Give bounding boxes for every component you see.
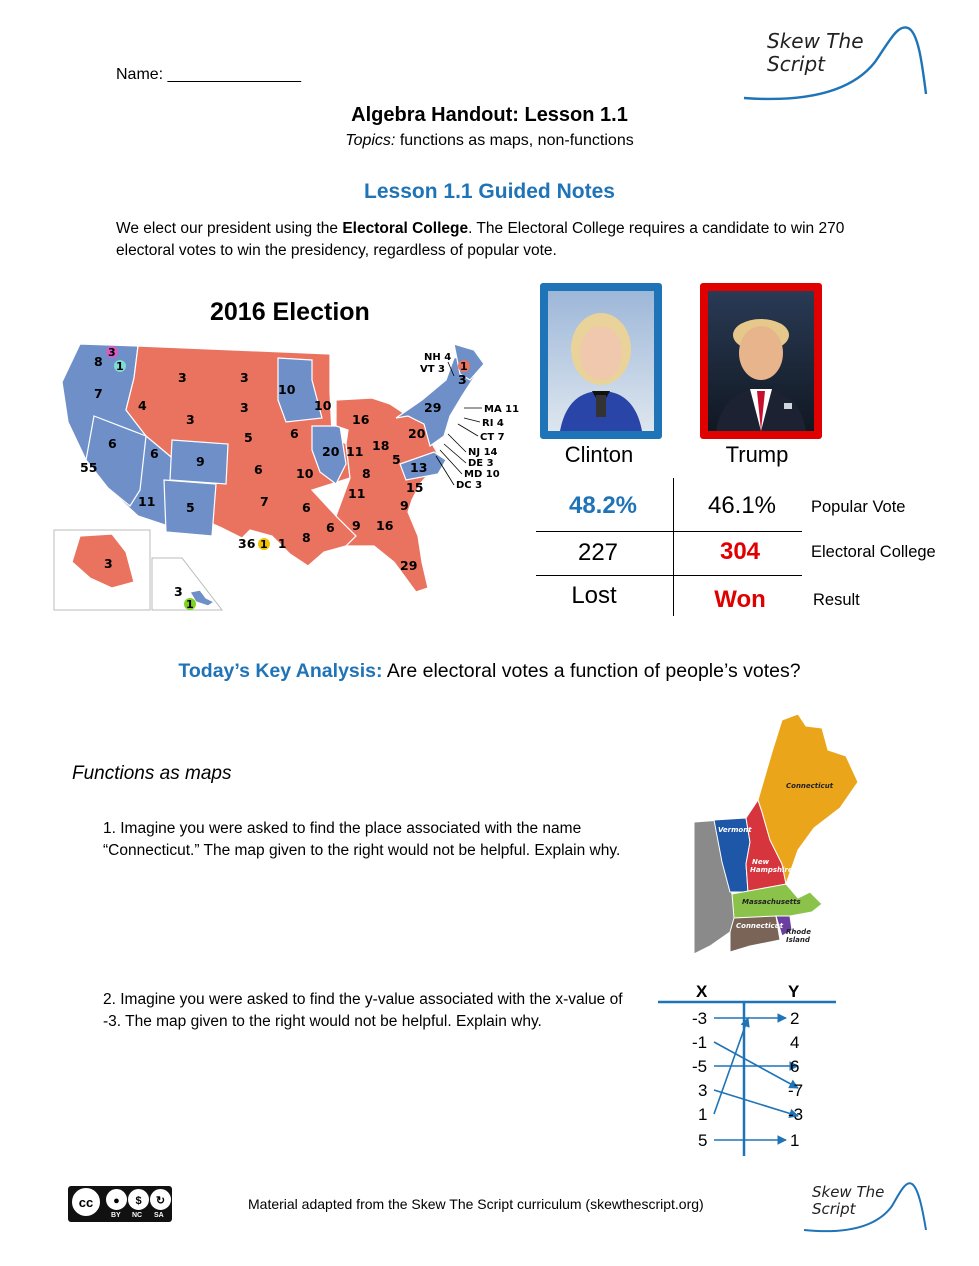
ne-label-connecticut: Connecticut bbox=[736, 922, 784, 930]
map-dot-hi-green-label: 1 bbox=[186, 598, 194, 611]
mapping-x-1: -1 bbox=[692, 1033, 708, 1052]
map-label-wy: 3 bbox=[186, 412, 195, 427]
map-leader-de bbox=[444, 444, 466, 463]
map-label-tx-extra: 1 bbox=[278, 537, 287, 551]
trump-photo bbox=[700, 283, 822, 439]
map-callout-dc: DC 3 bbox=[456, 480, 483, 491]
key-analysis-question: Are electoral votes a function of people’s votes? bbox=[382, 660, 801, 682]
intro-after: . The Electoral College requires a candidate to win 270 electoral votes to win the presidency, regardless of popular vote. bbox=[116, 220, 845, 260]
map-label-ia: 6 bbox=[290, 426, 299, 441]
map-label-mi: 16 bbox=[352, 412, 370, 427]
results-table-divider-1 bbox=[536, 531, 802, 532]
mapping-x-2: -5 bbox=[692, 1057, 708, 1076]
map-label-nc: 15 bbox=[406, 480, 424, 495]
map-label-va: 13 bbox=[410, 460, 428, 475]
map-dot-me-red-label: 1 bbox=[460, 360, 468, 373]
map-alaska-rep bbox=[72, 534, 134, 588]
map-label-ky: 8 bbox=[362, 466, 371, 481]
map-label-ak: 3 bbox=[104, 556, 113, 571]
mapping-y-4: -3 bbox=[788, 1105, 804, 1124]
intro-bold: Electoral College bbox=[342, 220, 469, 237]
intro-paragraph bbox=[116, 218, 876, 263]
ne-label-massachusetts: Massachusetts bbox=[742, 898, 801, 906]
map-callout-de: DE 3 bbox=[468, 458, 494, 469]
trump-result: Won bbox=[714, 586, 766, 613]
map-callout-ri: RI 4 bbox=[482, 418, 504, 429]
map-label-co: 9 bbox=[196, 454, 205, 469]
map-label-nm: 5 bbox=[186, 500, 195, 515]
map-label-mt: 3 bbox=[178, 370, 187, 385]
map-label-ny: 29 bbox=[424, 400, 442, 415]
mapping-x-4: 1 bbox=[698, 1105, 708, 1124]
creative-commons-badge bbox=[68, 1186, 172, 1222]
map-leader-ct bbox=[458, 424, 478, 436]
clinton-electoral-votes: 227 bbox=[577, 539, 619, 566]
clinton-popular-vote: 48.2% bbox=[568, 492, 638, 519]
cc-icon: cc bbox=[72, 1188, 100, 1216]
map-label-ks: 6 bbox=[254, 462, 263, 477]
trump-name: Trump bbox=[725, 442, 789, 467]
map-label-wi: 10 bbox=[314, 398, 332, 413]
functions-heading: Functions as maps bbox=[72, 763, 232, 784]
map-label-in: 11 bbox=[346, 444, 364, 459]
results-table-divider-vertical bbox=[673, 478, 674, 616]
footer-logo-line-2: Script bbox=[812, 1200, 856, 1219]
map-label-id: 4 bbox=[138, 398, 147, 413]
question-2: 2. Imagine you were asked to find the y-value associated with the x-value of -3. The map given to the right would not be helpful. Explain why. bbox=[103, 991, 623, 1030]
intro-before: We elect our president using the bbox=[116, 220, 343, 237]
ne-label-ri-2: Island bbox=[786, 936, 810, 944]
results-table-divider-2 bbox=[536, 575, 802, 576]
map-label-ms: 6 bbox=[326, 520, 335, 535]
map-label-or: 7 bbox=[94, 386, 103, 401]
page-title: Algebra Handout: Lesson 1.1 bbox=[351, 104, 628, 126]
clinton-name: Clinton bbox=[564, 442, 634, 467]
question-1: 1. Imagine you were asked to find the place associated with the name “Connecticut.” The map given to the right would not be helpful. Explain why. bbox=[103, 820, 621, 859]
map-label-ok: 7 bbox=[260, 494, 269, 509]
mapping-y-3: -7 bbox=[788, 1081, 804, 1100]
ne-label-ri-1: Rhode bbox=[786, 928, 811, 936]
map-label-ga: 16 bbox=[376, 518, 394, 533]
mapping-x-header: X bbox=[696, 982, 708, 1001]
map-label-ca: 55 bbox=[80, 460, 98, 475]
map-callout-nj: NJ 14 bbox=[468, 447, 498, 458]
footer-logo-text bbox=[812, 1184, 884, 1219]
clinton-portrait-icon bbox=[548, 291, 654, 431]
key-analysis bbox=[0, 660, 979, 683]
popular-vote-label: Popular Vote bbox=[811, 498, 906, 516]
topics-label: Topics: bbox=[345, 132, 396, 149]
footer-text: Material adapted from the Skew The Script curriculum (skewthescript.org) bbox=[248, 1196, 704, 1212]
key-analysis-label: Today’s Key Analysis: bbox=[178, 660, 383, 682]
map-label-hi: 3 bbox=[174, 584, 183, 599]
ne-label-vermont: Vermont bbox=[718, 826, 752, 834]
clinton-result: Lost bbox=[571, 582, 617, 609]
cc-sa-icon: ↻ bbox=[150, 1189, 171, 1210]
map-label-al: 9 bbox=[352, 518, 361, 533]
mapping-diagram bbox=[652, 978, 842, 1158]
logo-text bbox=[767, 30, 864, 76]
electoral-college-label: Electoral College bbox=[811, 543, 936, 561]
map-callout-ma: MA 11 bbox=[484, 404, 520, 415]
new-england-map bbox=[690, 712, 866, 958]
map-label-ar: 6 bbox=[302, 500, 311, 515]
map-callout-nh: NH 4 bbox=[424, 352, 452, 363]
mapping-y-0: 2 bbox=[790, 1009, 800, 1028]
map-label-nd: 3 bbox=[240, 370, 249, 385]
topics-line bbox=[0, 132, 979, 150]
map-label-tx: 36 bbox=[238, 536, 256, 551]
name-field: Name: _______________ bbox=[116, 66, 302, 83]
cc-by-icon: ● bbox=[106, 1189, 127, 1210]
mapping-arrow-4 bbox=[714, 1090, 798, 1116]
cc-nc-icon: $ bbox=[128, 1189, 149, 1210]
map-label-wv: 5 bbox=[392, 452, 401, 467]
mapping-x-3: 3 bbox=[698, 1081, 708, 1100]
ne-label-nh-2: Hampshire bbox=[750, 866, 793, 874]
trump-popular-vote: 46.1% bbox=[707, 492, 777, 519]
result-label: Result bbox=[813, 591, 860, 609]
map-label-az: 11 bbox=[138, 494, 156, 509]
map-label-ut: 6 bbox=[150, 446, 159, 461]
map-label-mn: 10 bbox=[278, 382, 296, 397]
map-dot-wa-red-label: 3 bbox=[108, 346, 116, 359]
map-label-wa: 8 bbox=[94, 354, 103, 369]
trump-electoral-votes: 304 bbox=[719, 538, 761, 565]
cc-sa-label: SA bbox=[154, 1212, 164, 1219]
map-label-sd: 3 bbox=[240, 400, 249, 415]
topics-text: functions as maps, non-functions bbox=[395, 132, 634, 149]
map-label-me: 3 bbox=[458, 372, 467, 387]
map-dot-wa-teal-label: 1 bbox=[116, 360, 124, 373]
mapping-x-0: -3 bbox=[692, 1009, 708, 1028]
map-label-mo: 10 bbox=[296, 466, 314, 481]
ne-label-nh-1: New bbox=[752, 858, 770, 866]
mapping-y-5: 1 bbox=[790, 1131, 800, 1150]
section-title: Lesson 1.1 Guided Notes bbox=[364, 180, 615, 203]
trump-portrait-icon bbox=[708, 291, 814, 431]
clinton-photo bbox=[540, 283, 662, 439]
mapping-x-5: 5 bbox=[698, 1131, 708, 1150]
map-dot-tx-yellow-label: 1 bbox=[260, 538, 268, 551]
election-map bbox=[50, 340, 520, 615]
map-label-sc: 9 bbox=[400, 498, 409, 513]
ne-label-maine: Connecticut bbox=[786, 782, 834, 790]
mapping-y-1: 4 bbox=[790, 1033, 800, 1052]
map-callout-vt: VT 3 bbox=[420, 364, 445, 375]
map-callout-ct: CT 7 bbox=[480, 432, 505, 443]
logo-line-2: Script bbox=[767, 52, 826, 76]
map-label-la: 8 bbox=[302, 530, 311, 545]
map-label-ne: 5 bbox=[244, 430, 253, 445]
map-callout-md: MD 10 bbox=[464, 469, 500, 480]
map-title: 2016 Election bbox=[210, 298, 370, 326]
cc-by-label: BY bbox=[111, 1212, 121, 1219]
logo-line-1: Skew The bbox=[767, 29, 864, 53]
map-label-tn: 11 bbox=[348, 486, 366, 501]
mapping-y-header: Y bbox=[788, 982, 800, 1001]
footer-logo-line-1: Skew The bbox=[812, 1183, 885, 1201]
mapping-arrow-2 bbox=[714, 1042, 798, 1088]
map-label-fl: 29 bbox=[400, 558, 418, 573]
map-label-pa: 20 bbox=[408, 426, 426, 441]
map-label-il: 20 bbox=[322, 444, 340, 459]
mapping-y-2: 6 bbox=[790, 1057, 800, 1076]
map-label-nv: 6 bbox=[108, 436, 117, 451]
map-leader-ri bbox=[464, 418, 480, 422]
cc-nc-label: NC bbox=[132, 1212, 143, 1219]
map-label-oh: 18 bbox=[372, 438, 390, 453]
